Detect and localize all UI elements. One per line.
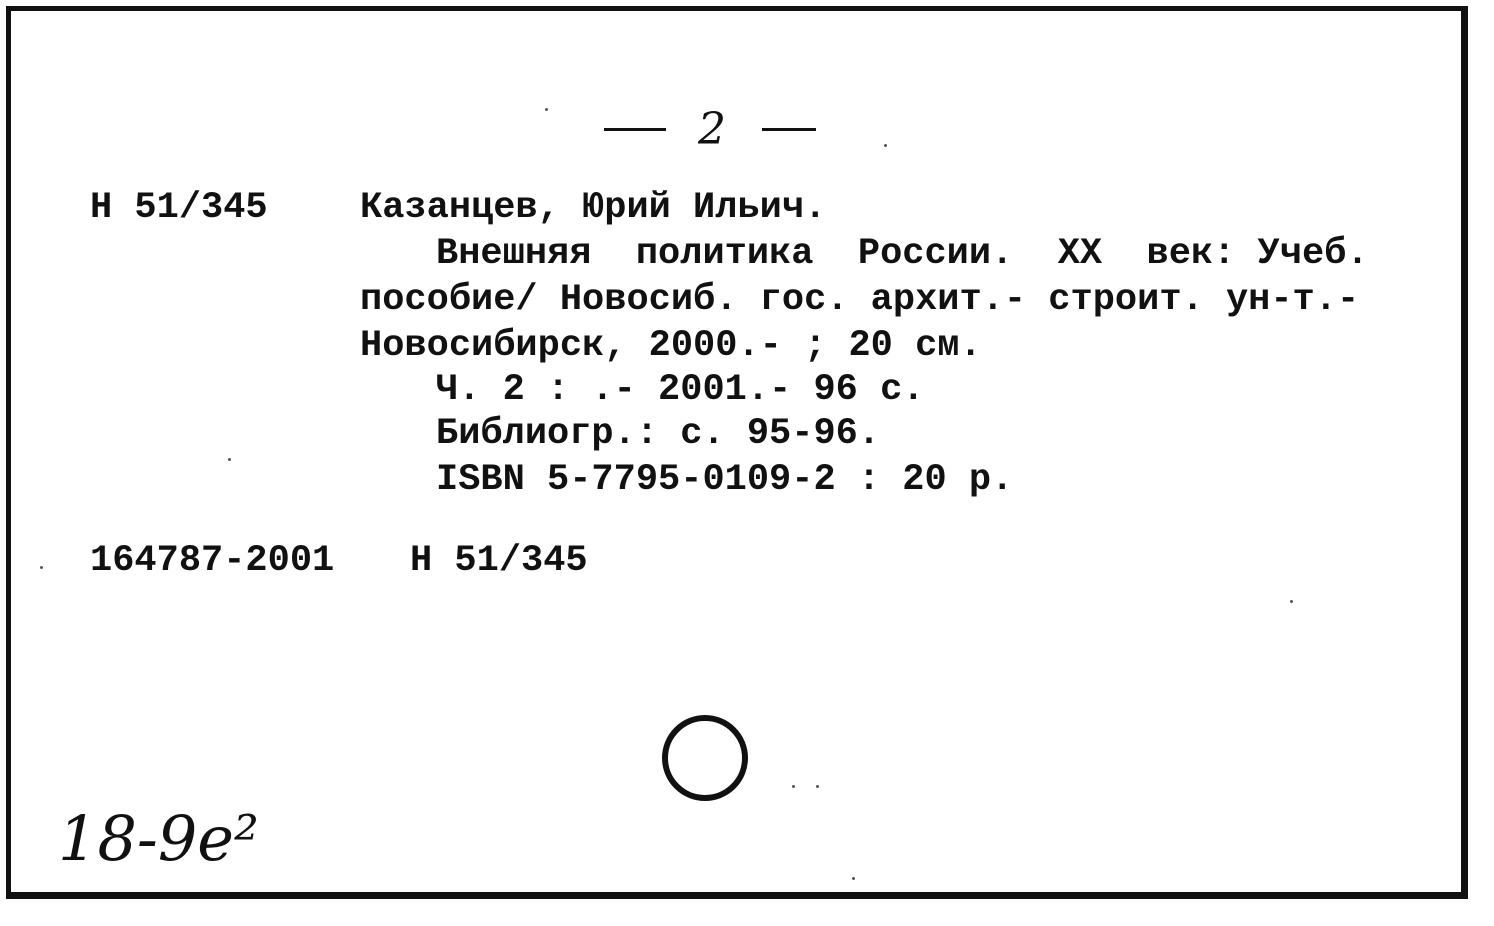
title-line-2: пособие/ Новосиб. гос. архит.- строит. ун-т.- [360, 279, 1360, 321]
card-punch-hole [662, 715, 748, 801]
page-number: 2 [698, 104, 726, 155]
author-line: Казанцев, Юрий Ильич. [360, 187, 827, 229]
inventory-number: 164787-2001 [90, 540, 335, 582]
scan-speck [884, 144, 887, 147]
title-line-1: Внешняя политика России. XX век: Учеб. [436, 233, 1369, 275]
scan-speck [228, 458, 231, 461]
title-line-3: Новосибирск, 2000.- ; 20 см. [360, 325, 982, 367]
handwritten-note: 18-9е² [58, 802, 259, 875]
call-number: H 51/345 [90, 187, 268, 229]
bibliography-line: Библиогр.: с. 95-96. [436, 413, 881, 455]
scan-speck [40, 566, 43, 569]
scan-speck [792, 785, 795, 788]
inventory-call-number: H 51/345 [410, 540, 588, 582]
page-number-dash-right [762, 128, 816, 131]
page-number-dash-left [604, 128, 666, 131]
scan-speck [545, 108, 548, 111]
isbn-line: ISBN 5-7795-0109-2 : 20 р. [436, 459, 1014, 501]
scan-speck [816, 785, 819, 788]
scan-speck [852, 877, 855, 880]
scan-speck [1290, 600, 1293, 603]
part-line: Ч. 2 : .- 2001.- 96 с. [436, 369, 925, 411]
